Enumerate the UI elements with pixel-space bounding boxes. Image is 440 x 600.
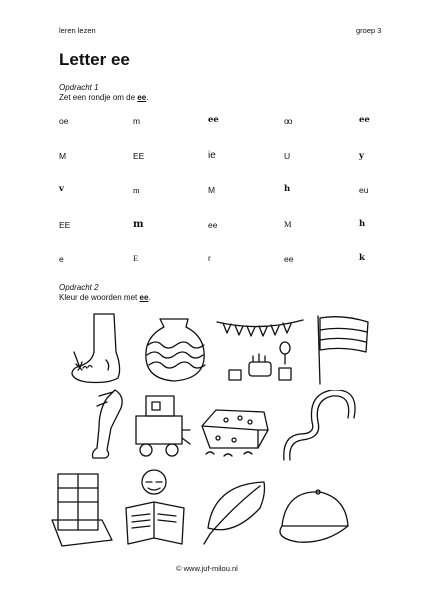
- task1-instruction: Zet een rondje om de ee.: [59, 93, 149, 102]
- rope-picture: [282, 390, 362, 464]
- grid-cell: M: [208, 185, 216, 195]
- grid-cell: oo: [284, 116, 292, 126]
- grid-cell: M: [284, 219, 292, 229]
- grid-cell: ee: [208, 115, 219, 125]
- footer-copyright: © www.juf-milou.nl: [176, 564, 238, 573]
- grid-cell: y: [359, 151, 364, 161]
- grid-cell: oe: [59, 116, 69, 126]
- task2-instruction: Kleur de woorden met ee.: [59, 293, 151, 302]
- grid-cell: m: [133, 116, 141, 126]
- grid-cell: EE: [59, 220, 71, 230]
- grid-cell: U: [284, 151, 291, 161]
- grid-cell: E: [133, 253, 139, 263]
- grid-cell: h: [284, 184, 291, 194]
- party-picture: [215, 312, 305, 386]
- grid-cell: ee: [284, 254, 294, 264]
- foot-picture: [64, 312, 134, 386]
- grid-cell: ie: [208, 150, 216, 161]
- leaf-picture: [200, 478, 270, 548]
- grid-cell: ee: [208, 220, 218, 230]
- reader-picture: [118, 468, 192, 552]
- header-right: groep 3: [356, 26, 382, 35]
- grid-cell: r: [208, 253, 211, 263]
- chocolate-picture: [48, 470, 118, 550]
- grid-cell: h: [359, 219, 366, 229]
- page-title: Letter ee: [59, 50, 130, 69]
- header-left: leren lezen: [59, 26, 96, 35]
- flag-picture: [308, 312, 374, 386]
- grid-cell: EE: [133, 151, 145, 161]
- grid-cell: e: [59, 254, 64, 264]
- task2-label: Opdracht 2: [59, 283, 99, 292]
- sponge-picture: [196, 400, 274, 462]
- grid-cell: eu: [359, 185, 369, 195]
- grid-cell: M: [59, 151, 67, 161]
- grid-cell: k: [359, 253, 365, 263]
- vase-picture: [140, 315, 210, 385]
- grid-cell: m: [133, 185, 140, 195]
- grid-cell: ee: [359, 115, 370, 125]
- task1-label: Opdracht 1: [59, 83, 99, 92]
- train-picture: [132, 390, 192, 460]
- cap-picture: [272, 480, 354, 550]
- grid-cell: m: [133, 219, 144, 230]
- grid-cell: v: [59, 184, 64, 194]
- leg-picture: [85, 388, 131, 462]
